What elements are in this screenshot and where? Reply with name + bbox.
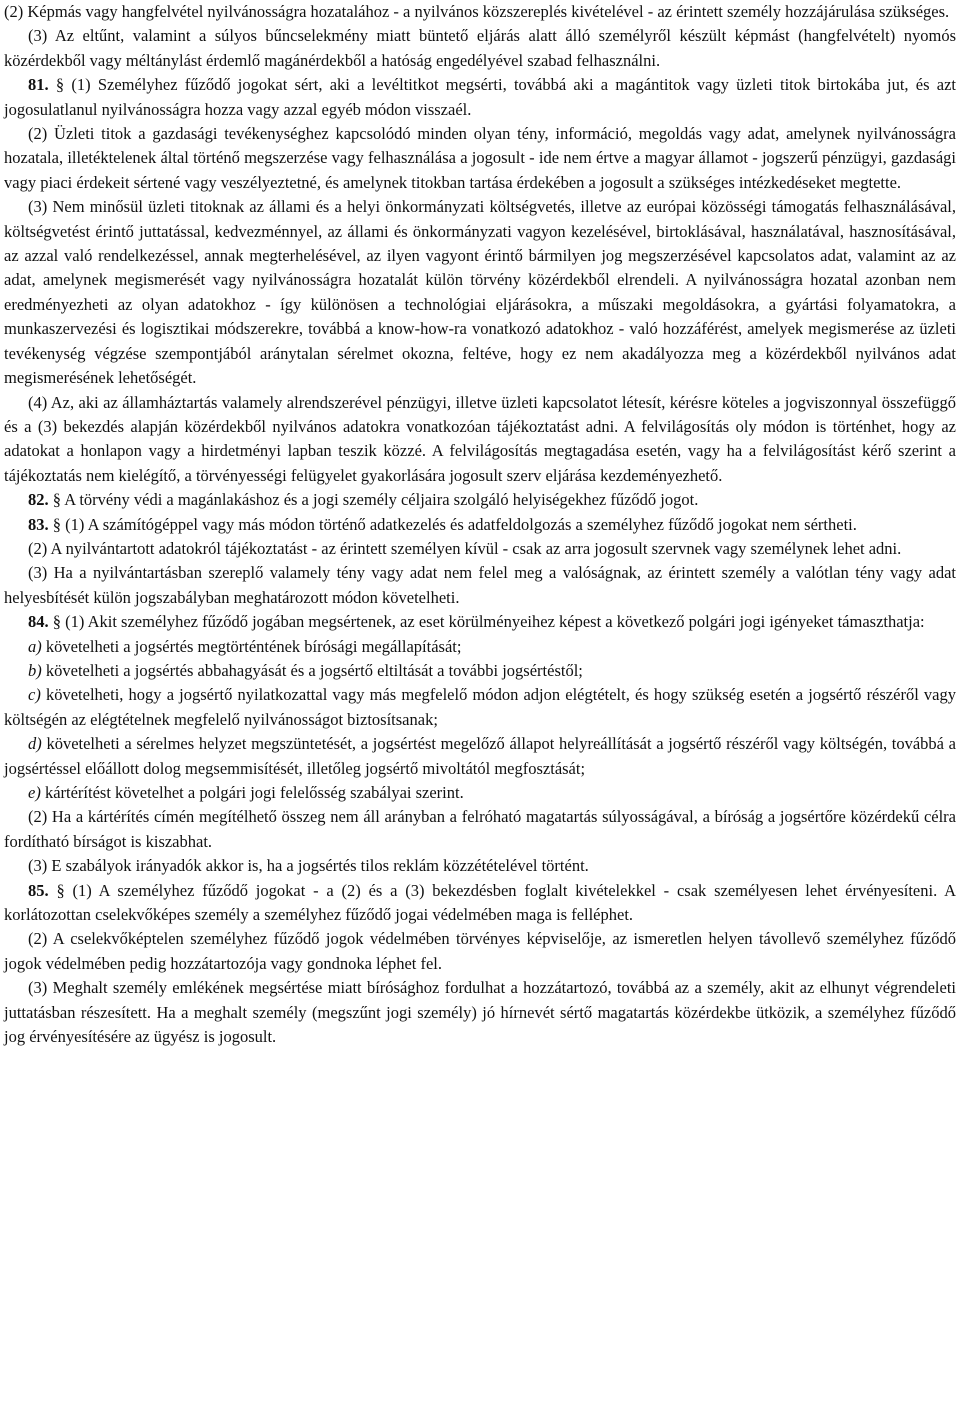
section-number: 81. xyxy=(28,75,49,95)
section-sign: § xyxy=(56,880,65,900)
section-paragraph-84 xyxy=(4,610,956,634)
paragraph-text: kártérítést követelhet a polgári jogi felelősség szabályai szerint. xyxy=(44,783,464,802)
list-item xyxy=(4,732,956,781)
paragraph-text: (2) Ha a kártérítés címén megítélhető összeg nem áll arányban a felróható magatartás súlyosságával, a bíróság a jogsértőre közérdekű célra fordítható bírságot is kiszabhat. xyxy=(4,807,956,851)
section-paragraph-81 xyxy=(4,73,956,122)
section-number: 84. xyxy=(28,612,49,632)
paragraph xyxy=(4,976,956,1049)
section-sign: § xyxy=(52,490,61,510)
section-sign: § xyxy=(52,612,61,632)
paragraph xyxy=(4,391,956,489)
section-sign: § xyxy=(55,75,65,95)
list-item-marker: a) xyxy=(28,636,42,656)
paragraph-text: (2) Üzleti titok a gazdasági tevékenységhez kapcsolódó minden olyan tény, információ, megoldás vagy adat, amelynek nyilvánosságra hozatala, illetéktelenek által történő megszerzése vagy felhasználása a jogosult - ide nem értve a magyar államot - jogszerű pénzügyi, gazdasági vagy piaci érdekeit sértené vagy veszélyeztetné, és amelynek titokban tartása érdekében a jogosult a szükséges intézkedéseket megtette. xyxy=(4,124,956,192)
list-item xyxy=(4,683,956,732)
list-item-marker: e) xyxy=(28,783,41,802)
paragraph xyxy=(4,195,956,390)
paragraph-text: követelheti a sérelmes helyzet megszüntetését, a jogsértést megelőző állapot helyreállítását a jogsértő részéről vagy költségén, továbbá a jogsértéssel előállott dolog megsemmisítését, illetőleg jogsértő mivoltától megfosztását; xyxy=(4,734,957,778)
paragraph xyxy=(4,24,956,73)
list-item xyxy=(4,659,956,683)
list-item-marker: c) xyxy=(28,685,41,705)
paragraph-text: (3) E szabályok irányadók akkor is, ha a jogsértés tilos reklám közzétételével történt. xyxy=(28,856,589,876)
paragraph-text: (2) A cselekvőképtelen személyhez fűződő jogok védelmében törvényes képviselője, az ismeretlen helyen távollevő személyhez fűződő jogok védelmében pedig hozzátartozója vagy gondnoka léphet fel. xyxy=(4,929,956,973)
paragraph-text: (3) Ha a nyilvántartásban szereplő valamely tény vagy adat nem felel meg a valóságnak, az érintett személy a valótlan tény vagy adat helyesbítését külön jogszabályban meghatározott módon követelheti. xyxy=(4,563,956,607)
section-paragraph-83 xyxy=(4,513,956,537)
paragraph xyxy=(4,537,956,561)
list-item-marker: b) xyxy=(28,660,42,680)
paragraph xyxy=(4,854,956,878)
section-paragraph-85 xyxy=(4,879,956,928)
paragraph-text: (4) Az, aki az államháztartás valamely alrendszerével pénzügyi, illetve üzleti kapcsolatot létesít, kérésre köteles a jogviszonnyal összefüggő és a (3) bekezdés alapján közérdekből nyilvános adatokra vonatkozóan tájékoztatást adni. A felvilágosítás oly módon is történhet, hogy az adatokat a honlapon vagy a hirdetményi lapban teszik közzé. A felvilágosítás megtagadása esetén, vagy ha a felvilágosítást kérő szerint a tájékoztatás nem kielégítő, a törvényességi felügyelet gyakorlására jogosult szerv eljárása kezdeményezhető. xyxy=(4,392,956,485)
list-item xyxy=(4,635,956,659)
section-number: 82. xyxy=(28,490,49,510)
list-item-marker: d) xyxy=(28,734,42,754)
paragraph-text: (1) Akit személyhez fűződő jogában megsértenek, az eset körülményeihez képest a következő polgári jogi igényeket támaszthatja: xyxy=(65,612,925,632)
paragraph-text: (3) Meghalt személy emlékének megsértése miatt bírósághoz fordulhat a hozzátartozó, továbbá az a személy, akit az elhunyt végrendeleti juttatásban részesített. Ha a meghalt személy (megszűnt jogi személy) jó hírnevét sértő magatartás közérdekbe ütközik, a személyhez fűződő jog érvényesítésére az ügyész is jogosult. xyxy=(4,978,956,1047)
paragraph-text: követelheti, hogy a jogsértő nyilatkozattal vagy más megfelelő módon adjon elégtételt, és hogy szükség esetén a jogsértő részéről vagy költségén az elégtételnek megfelelő nyilvánosságot biztosítsanak; xyxy=(4,685,956,729)
paragraph xyxy=(4,805,956,854)
paragraph-text: (1) Személyhez fűződő jogokat sért, aki a levéltitkot megsérti, továbbá aki a magántitok vagy üzleti titok birtokába jut, és azt jogosulatlanul nyilvánosságra hozza vagy azzal egyéb módon visszaél. xyxy=(4,75,956,119)
paragraph-text: A törvény védi a magánlakáshoz és a jogi személy céljaira szolgáló helyiségekhez fűződő jogot. xyxy=(64,490,699,510)
paragraph-text: követelheti a jogsértés abbahagyását és a jogsértő eltiltását a további jogsértéstől; xyxy=(45,660,583,680)
paragraph-text: (3) Nem minősül üzleti titoknak az állami és a helyi önkormányzati költségvetés, illetve az európai közösségi támogatás felhasználásával, költségvetést érintő juttatással, kedvezménnyel, az állami és önkormányzati vagyon kezelésével, birtoklásával, használatával, hasznosításával, az azzal való rendelkezéssel, annak megterhelésével, az ilyen vagyont érintő bármilyen jog megszerzésével kapcsolatos adat, valamint az az adat, amelynek megismerését vagy nyilvánosságra hozatalát külön törvény közérdekből elrendeli. A nyilvánosságra hozatal azonban nem eredményezheti az olyan adatokhoz - így különösen a technológiai eljárásokra, a műszaki megoldásokra, a gyártási folyamatokra, a munkaszervezési és logisztikai módszerekre, továbbá a know-how-ra vonatkozó adatokhoz - való hozzáférést, amelyek megismerése az üzleti tevékenység végzése szempontjából aránytalan sérelmet okozna, feltéve, hogy ez nem akadályozza meg a közérdekből nyilvános adat megismerésének lehetőségét. xyxy=(4,197,956,388)
paragraph-text: (2) A nyilvántartott adatokról tájékoztatást - az érintett személyen kívül - csak az arra jogosult szervnek vagy személynek lehet adni. xyxy=(28,538,902,558)
paragraph xyxy=(4,0,956,24)
section-number: 83. xyxy=(28,514,49,534)
section-sign: § xyxy=(52,514,61,534)
paragraph-text: követelheti a jogsértés megtörténtének bírósági megállapítását; xyxy=(45,636,462,656)
paragraph xyxy=(4,122,956,195)
section-number: 85. xyxy=(28,880,49,900)
paragraph-text: (1) A számítógéppel vagy más módon történő adatkezelés és adatfeldolgozás a személyhez fűződő jogokat nem sértheti. xyxy=(65,514,857,534)
section-paragraph-82 xyxy=(4,488,956,512)
paragraph xyxy=(4,927,956,976)
paragraph-text: (3) Az eltűnt, valamint a súlyos bűncselekmény miatt büntető eljárás alatt álló személyről készült képmást (hangfelvételt) nyomós közérdekből vagy méltánylást érdemlő magánérdekből a hatóság engedélyével szabad felhasználni. xyxy=(4,26,956,70)
list-item xyxy=(4,781,956,805)
paragraph-text: (1) A személyhez fűződő jogokat - a (2) és a (3) bekezdésben foglalt kivételekkel - csak személyesen lehet érvényesíteni. A korlátozottan cselekvőképes személy a személyhez fűződő jogai védelmében maga is felléphet. xyxy=(4,880,957,925)
paragraph xyxy=(4,561,956,610)
paragraph-text: (2) Képmás vagy hangfelvétel nyilvánosságra hozatalához - a nyilvános közszereplés kivételével - az érintett személy hozzájárulása szükséges. xyxy=(4,2,950,21)
